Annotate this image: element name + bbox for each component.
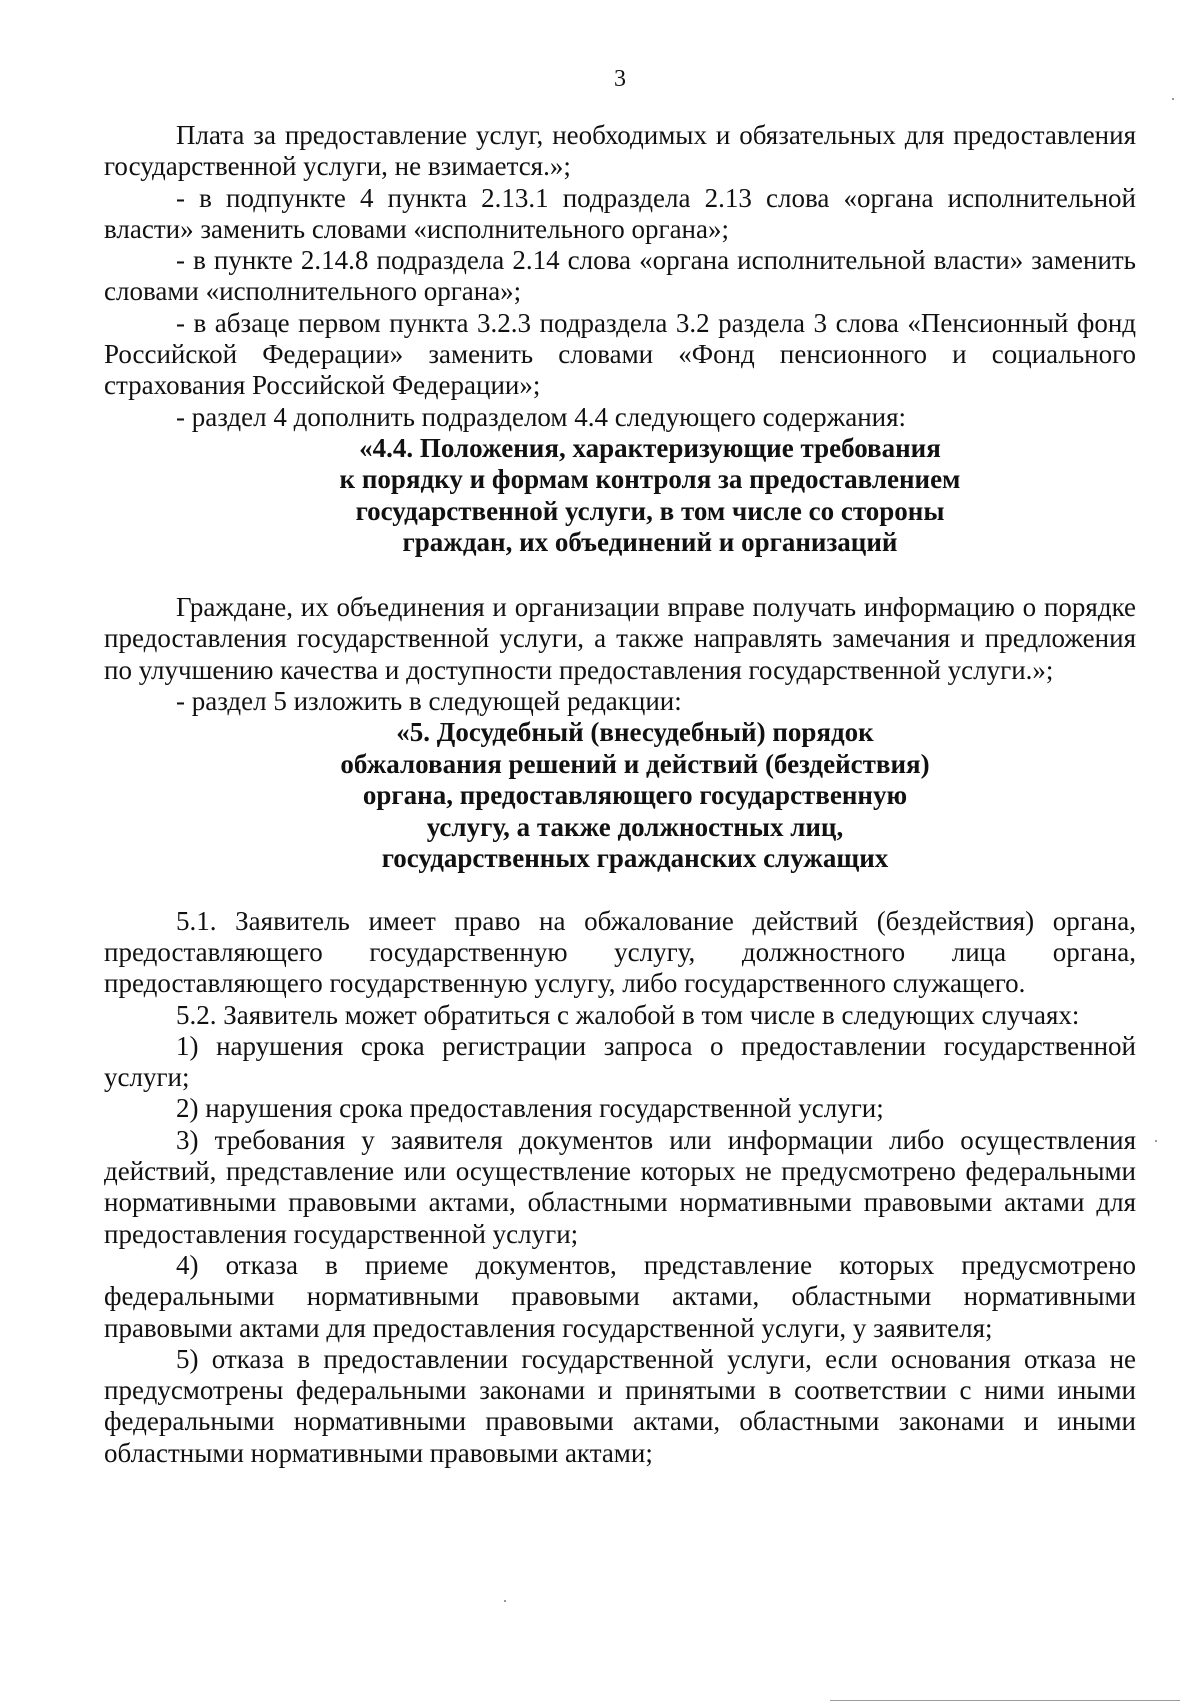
scan-edge-line (830, 1700, 1180, 1701)
paragraph-fee: Плата за предоставление услуг, необходимых и обязательных для предоставления государственной услуги, не взимается.»; (104, 120, 1136, 182)
heading-line: государственных гражданских служащих (381, 843, 889, 874)
scan-speck (1172, 98, 1174, 100)
heading-line: граждан, их объединений и организаций (402, 527, 898, 558)
heading-line: «4.4. Положения, характеризующие требования (359, 432, 941, 463)
paragraph-amendment-2-14-8: - в пункте 2.14.8 подраздела 2.14 слова «органа исполнительной власти» заменить словами «исполнительного органа»; (104, 245, 1136, 307)
heading-line: органа, предоставляющего государственную (362, 780, 908, 811)
section-4-4-heading (104, 433, 1136, 559)
list-item-3: 3) требования у заявителя документов или информации либо осуществления действий, представление или осуществление которых не предусмотрено федеральными нормативными правовыми актами, областными нормативными правовыми актами для предоставления государственной услуги; (104, 1124, 1136, 1249)
paragraph-add-section-4-4: - раздел 4 дополнить подразделом 4.4 следующего содержания: (176, 401, 907, 432)
heading-line: услугу, а также должностных лиц, (426, 811, 844, 842)
paragraph-amendment-3-2-3: - в абзаце первом пункта 3.2.3 подраздела 3.2 раздела 3 слова «Пенсионный фонд Российской Федерации» заменить словами «Фонд пенсионного и социального страхования Российской Федерации»; (104, 307, 1136, 401)
list-item-5: 5) отказа в предоставлении государственной услуги, если основания отказа не предусмотрены федеральными законами и принятыми в соответствии с ними иными федеральными нормативными правовыми актами, областными законами и иными областными нормативными правовыми актами; (104, 1343, 1136, 1468)
spacer (104, 875, 1136, 906)
scan-speck (1155, 1140, 1157, 1142)
list-item-2: 2) нарушения срока предоставления государственной услуги; (176, 1093, 884, 1124)
heading-line: к порядку и формам контроля за предоставлением (339, 464, 961, 495)
document-body (104, 120, 1136, 1469)
paragraph-amendment-2-13-1: - в подпункте 4 пункта 2.13.1 подраздела 2.13 слова «органа исполнительной власти» заменить словами «исполнительного органа»; (104, 182, 1136, 244)
heading-line: государственной услуги, в том числе со стороны (355, 495, 945, 526)
paragraph-5-2: 5.2. Заявитель может обратиться с жалобой в том числе в следующих случаях: (176, 999, 1080, 1030)
paragraph-citizens-rights: Граждане, их объединения и организации вправе получать информацию о порядке предоставления государственной услуги, а также направлять замечания и предложения по улучшению качества и доступности предоставления государственной услуги.»; (104, 591, 1136, 685)
heading-line: «5. Досудебный (внесудебный) порядок (396, 717, 874, 748)
list-item-4: 4) отказа в приеме документов, представление которых предусмотрено федеральными нормативными правовыми актами, областными нормативными правовыми актами для предоставления государственной услуги, у заявителя; (104, 1249, 1136, 1343)
paragraph-5-1: 5.1. Заявитель имеет право на обжалование действий (бездействия) органа, предоставляющего государственную услугу, должностного лица органа, предоставляющего государственную услугу, либо государственного служащего. (104, 905, 1136, 999)
heading-line: обжалования решений и действий (бездействия) (340, 748, 930, 779)
section-5-heading (104, 717, 1136, 875)
list-item-1: 1) нарушения срока регистрации запроса о предоставлении государственной услуги; (104, 1030, 1136, 1093)
page-number: 3 (614, 66, 626, 92)
paragraph-section-5-intro: - раздел 5 изложить в следующей редакции: (176, 685, 682, 716)
spacer (104, 559, 1136, 592)
scan-speck (504, 1600, 506, 1602)
